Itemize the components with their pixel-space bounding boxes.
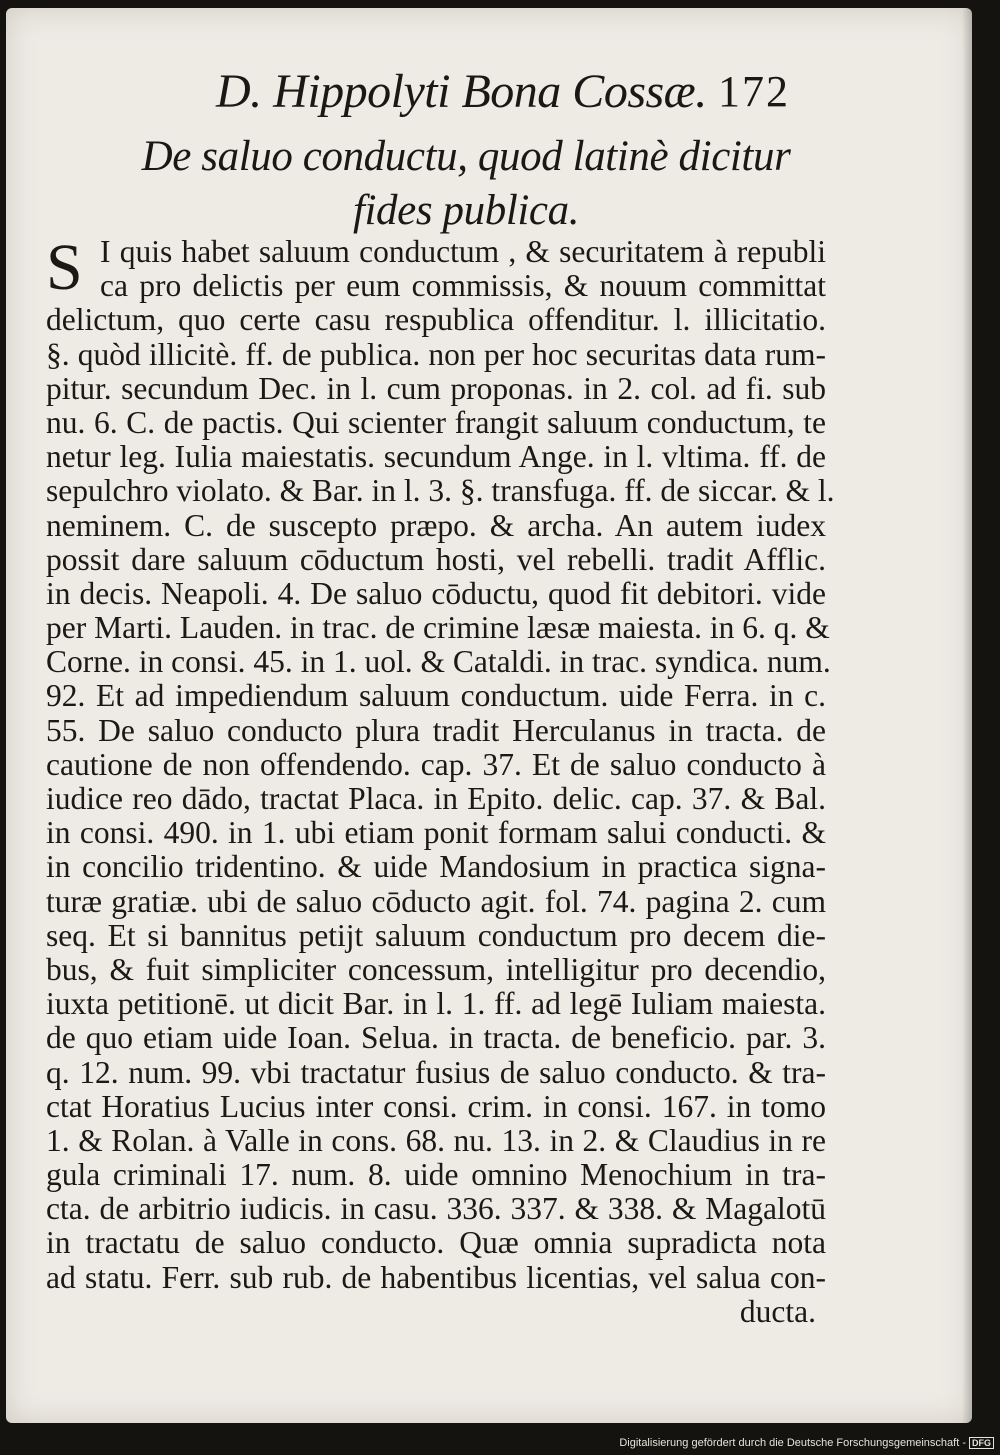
text-line: iudice reo dādo, tractat Placa. in Epito. delic. cap. 37. & Bal.: [46, 781, 826, 816]
text-line: possit dare saluum cōductum hosti, vel rebelli. tradit Afflic.: [46, 541, 826, 577]
text-line: cta. de arbitrio iudicis. in casu. 336. 337. & 338. & Magalotū: [46, 1191, 826, 1227]
digitization-credit: [619, 1437, 994, 1449]
text-line: 1. & Rolan. à Valle in cons. 68. nu. 13. in 2. & Claudius in re: [46, 1122, 826, 1158]
text-line: ctat Horatius Lucius inter consi. crim. in consi. 167. in tomo: [46, 1088, 826, 1124]
text-line: in tractatu de saluo conducto. Quæ omnia supradicta nota: [46, 1225, 826, 1261]
text-line: ad statu. Ferr. sub rub. de habentibus licentias, vel salua con-: [46, 1259, 826, 1295]
book-page: [6, 8, 972, 1423]
catchword-line: ducta.: [739, 1293, 816, 1329]
text-line: per Marti. Lauden. in trac. de crimine læsæ maiesta. in 6. q. &: [46, 610, 830, 646]
text-line: §. quòd illicitè. ff. de publica. non per hoc securitas data rum-: [46, 336, 826, 372]
text-line: de quo etiam uide Ioan. Selua. in tracta. de beneficio. par. 3.: [46, 1020, 826, 1056]
text-line: gula criminali 17. num. 8. uide omnino Menochium in tra-: [46, 1157, 826, 1193]
text-line: 55. De saluo conducto plura tradit Herculanus in tracta. de: [46, 712, 826, 748]
section-title: [116, 130, 816, 238]
text-line: 92. Et ad impediendum saluum conductum. uide Ferra. in c.: [46, 678, 826, 714]
text-line: q. 12. num. 99. vbi tractatur fusius de saluo conducto. & tra-: [46, 1054, 826, 1090]
text-line: Corne. in consi. 45. in 1. uol. & Cataldi. in trac. syndica. num.: [46, 644, 831, 680]
text-line: in decis. Neapoli. 4. De saluo cōductu, quod fit debitori. vide: [46, 575, 826, 611]
page-number: 172: [718, 67, 790, 116]
text-line: bus, & fuit simpliciter concessum, intelligitur pro decendio,: [46, 951, 826, 987]
text-line: seq. Et si bannitus petijt saluum conductum pro decem die-: [46, 917, 826, 953]
text-line: iuxta petitionē. ut dicit Bar. in l. 1. ff. ad legē Iuliam maiesta.: [46, 986, 826, 1022]
text-line: netur leg. Iulia maiestatis. secundum Ange. in l. vltima. ff. de: [46, 439, 826, 475]
text-line: delictum, quo certe casu respublica offenditur. l. illicitatio.: [46, 302, 826, 338]
text-line: ca pro delictis per eum commissis, & nouum committat: [100, 268, 826, 304]
text-line: neminem. C. de suscepto præpo. & archa. An autem iudex: [46, 507, 826, 543]
section-title-line-1: De saluo conductu, quod latinè dicitur: [141, 133, 791, 180]
drop-cap: S: [46, 231, 83, 304]
section-title-line-2: fides publica.: [352, 187, 580, 234]
text-line: I quis habet saluum conductum , & securitatem à republi: [100, 234, 826, 269]
text-line: turæ gratiæ. ubi de saluo cōducto agit. fol. 74. pagina 2. cum: [46, 883, 826, 919]
text-line: nu. 6. C. de pactis. Qui scienter frangit saluum conductum, te: [46, 404, 826, 440]
body-text: [46, 231, 835, 1329]
dfg-logo: DFG: [969, 1437, 994, 1449]
credit-text: Digitalisierung gefördert durch die Deutsche Forschungsgemeinschaft -: [619, 1437, 966, 1449]
text-line: in concilio tridentino. & uide Mandosium in practica signa-: [46, 849, 826, 885]
text-line: sepulchro violato. & Bar. in l. 3. §. transfuga. ff. de siccar. & l.: [46, 473, 835, 509]
running-head: D. Hippolyti Bona Cossæ.: [216, 65, 707, 118]
page-edge-shadow: [962, 8, 972, 1423]
text-line: cautione de non offendendo. cap. 37. Et de saluo conducto à: [46, 746, 826, 782]
text-line: in consi. 490. in 1. ubi etiam ponit formam salui conducti. &: [46, 815, 826, 851]
text-line: pitur. secundum Dec. in l. cum proponas. in 2. col. ad fi. sub: [46, 370, 826, 406]
